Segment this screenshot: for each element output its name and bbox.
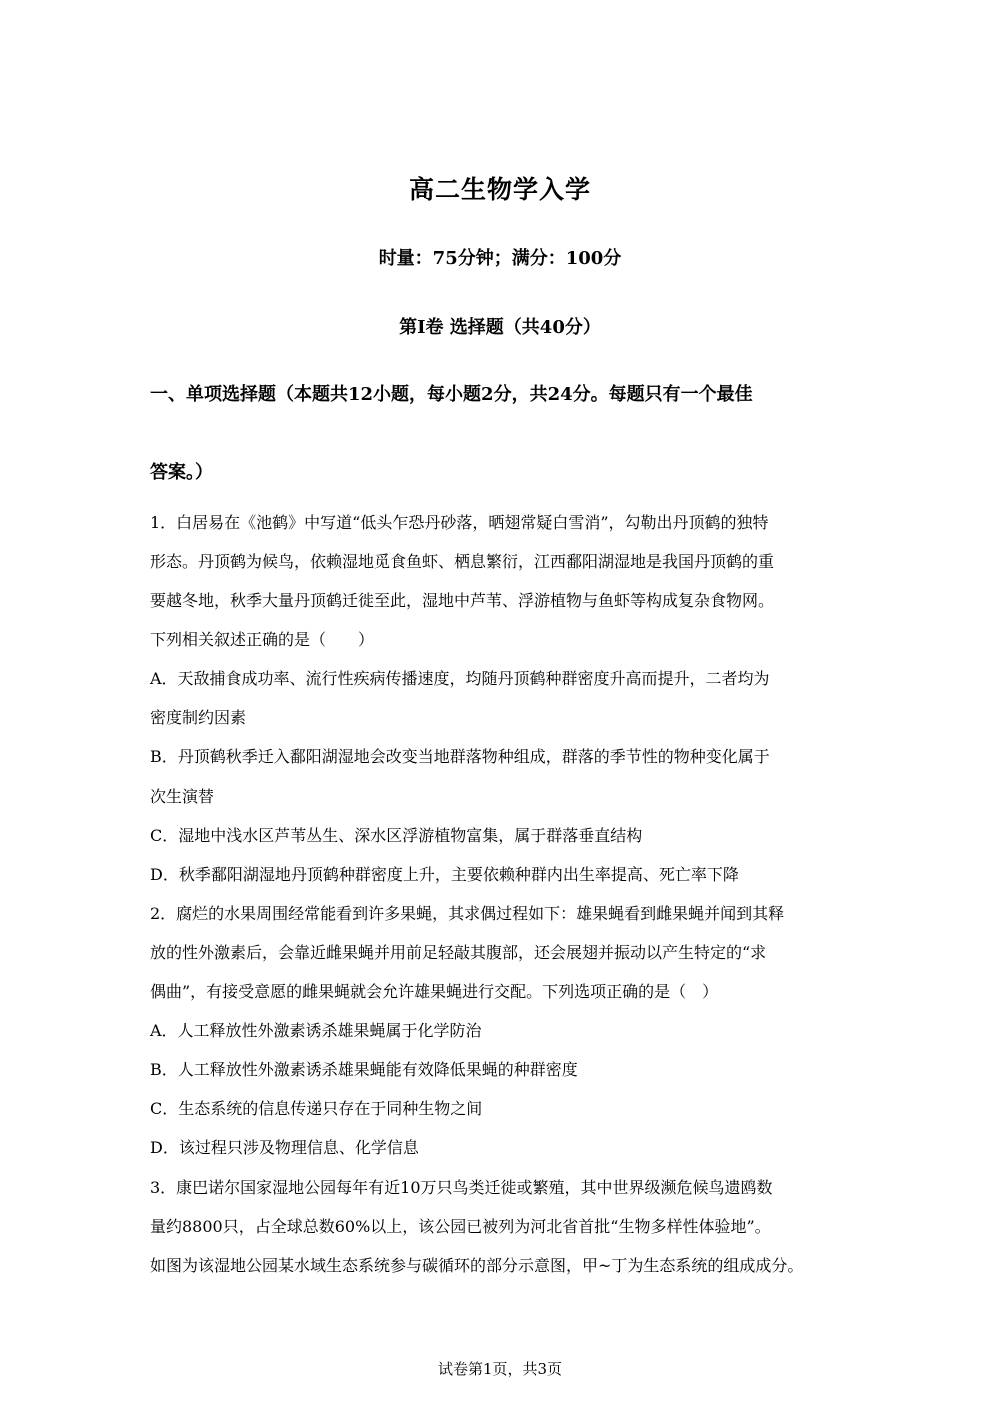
- q3-stem-line: 量约8800只，占全球总数60%以上，该公园已被列为河北省首批“生物多样性体验地”。: [150, 1217, 771, 1236]
- q3-stem-line: 3．康巴诺尔国家湿地公园每年有近10万只鸟类迁徙或繁殖，其中世界级濒危候鸟遗鸥数: [150, 1178, 773, 1197]
- q1-option-c: C．湿地中浅水区芦苇丛生、深水区浮游植物富集，属于群落垂直结构: [150, 826, 643, 845]
- q1-option-b-cont: 次生演替: [150, 787, 215, 806]
- q1-option-a-cont: 密度制约因素: [150, 708, 247, 727]
- q3-stem-line: 如图为该湿地公园某水域生态系统参与碳循环的部分示意图，甲~丁为生态系统的组成成分。: [150, 1256, 804, 1275]
- q1-stem-line: 形态。丹顶鹤为候鸟，依赖湿地觅食鱼虾、栖息繁衍，江西鄱阳湖湿地是我国丹顶鹤的重: [150, 552, 775, 571]
- q2-stem-line: 放的性外激素后，会靠近雌果蝇并用前足轻敲其腹部，还会展翅并振动以产生特定的“求: [150, 943, 767, 962]
- q2-option-b: B．人工释放性外激素诱杀雄果蝇能有效降低果蝇的种群密度: [150, 1060, 578, 1079]
- q1-option-d: D．秋季鄱阳湖湿地丹顶鹤种群密度上升，主要依赖种群内出生率提高、死亡率下降: [150, 865, 739, 884]
- q1-stem-line: 1．白居易在《池鹤》中写道“低头乍恐丹砂落，晒翅常疑白雪消”，勾勒出丹顶鹤的独特: [150, 513, 769, 532]
- q2-stem-line: 2．腐烂的水果周围经常能看到许多果蝇，其求偶过程如下：雄果蝇看到雌果蝇并闻到其释: [150, 904, 785, 923]
- volume-heading: 第Ⅰ卷 选择题（共40分）: [399, 317, 601, 338]
- q2-option-c: C．生态系统的信息传递只存在于同种生物之间: [150, 1099, 483, 1118]
- exam-time-score: 时量：75分钟；满分：100分: [378, 248, 622, 269]
- exam-title: 高二生物学入学: [408, 175, 591, 204]
- page-footer: 试卷第1页，共3页: [437, 1360, 563, 1378]
- q1-option-a: A．天敌捕食成功率、流行性疾病传播速度，均随丹顶鹤种群密度升高而提升，二者均为: [150, 669, 770, 688]
- section-heading-line1: 一、单项选择题（本题共12小题，每小题2分，共24分。每题只有一个最佳: [150, 384, 753, 405]
- q2-stem-line: 偶曲”，有接受意愿的雌果蝇就会允许雄果蝇进行交配。下列选项正确的是（ ）: [150, 982, 719, 1001]
- section-heading-line2: 答案。）: [150, 462, 213, 483]
- q1-stem-line: 要越冬地，秋季大量丹顶鹤迁徙至此，湿地中芦苇、浮游植物与鱼虾等构成复杂食物网。: [150, 591, 775, 610]
- q1-option-b: B．丹顶鹤秋季迁入鄱阳湖湿地会改变当地群落物种组成，群落的季节性的物种变化属于: [150, 747, 770, 766]
- q2-option-a: A．人工释放性外激素诱杀雄果蝇属于化学防治: [150, 1021, 482, 1040]
- q1-stem-line: 下列相关叙述正确的是（ ）: [150, 630, 375, 649]
- q2-option-d: D．该过程只涉及物理信息、化学信息: [150, 1138, 419, 1157]
